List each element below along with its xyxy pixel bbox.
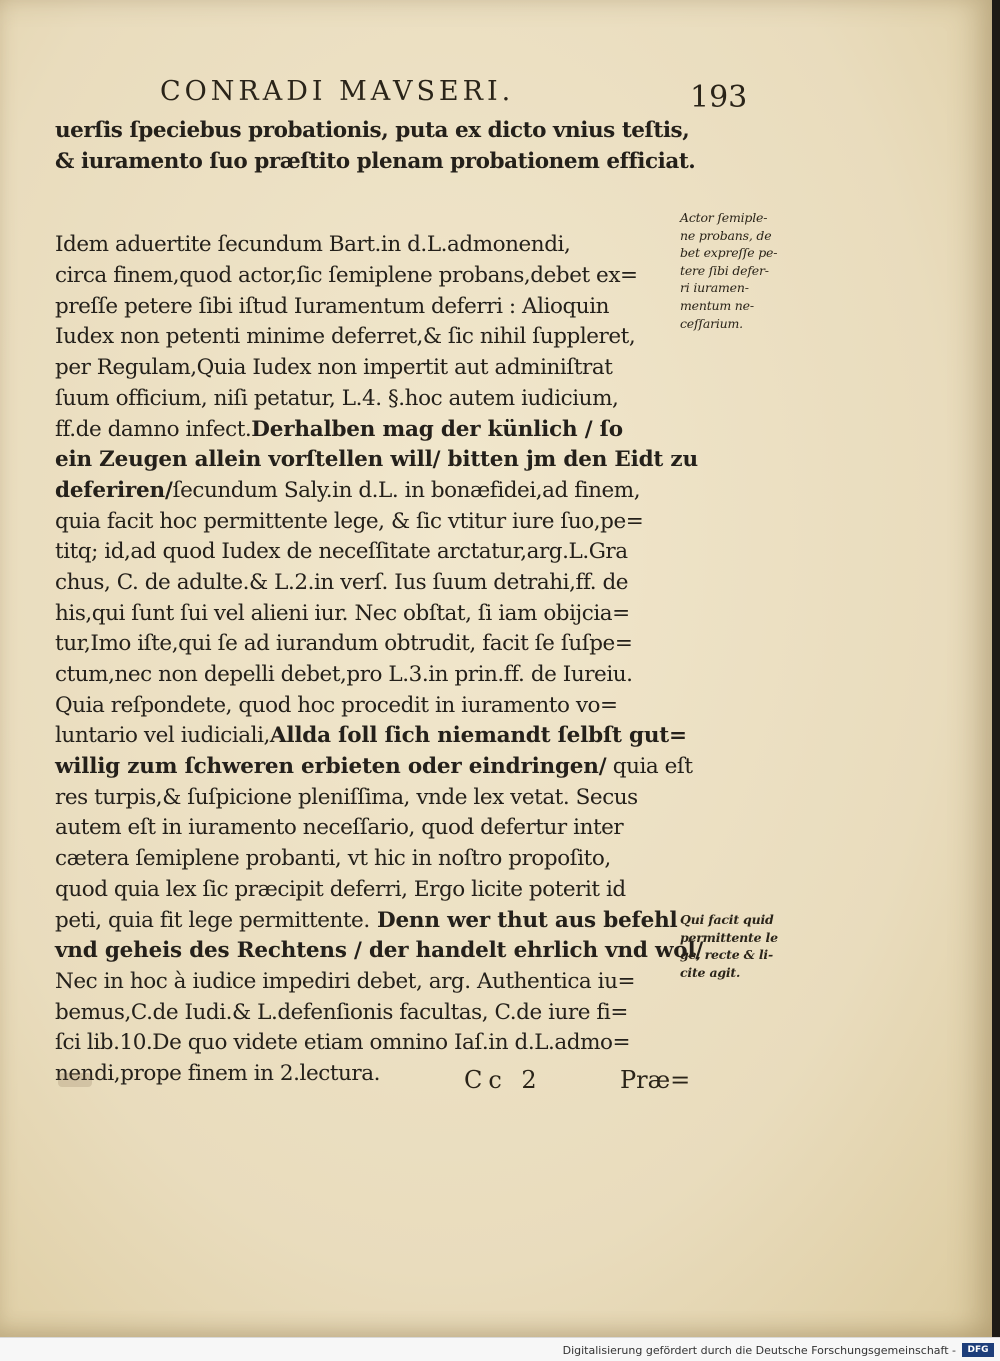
marginal-line: tere ſibi defer- — [680, 262, 769, 278]
latin-text: Nec in hoc à iudice impediri debet, arg. Authentica iu= — [55, 968, 636, 994]
text-line — [55, 537, 685, 568]
marginal-line: permittente le — [680, 929, 778, 945]
latin-text: quod quia lex ſic præcipit deferri, Ergo licite poterit id — [55, 876, 626, 902]
latin-text: quia eſt — [606, 754, 693, 780]
text-line — [55, 936, 704, 967]
text-line — [55, 353, 685, 384]
latin-text: peti, quia fit lege permittente. — [55, 907, 370, 933]
german-blackletter-text: Derhalben mag der künlich / ſo — [251, 416, 623, 442]
marginal-note-qui-facit — [680, 911, 830, 981]
latin-text: Quia reſpondete, quod hoc procedit in iuramento vo= — [55, 692, 618, 718]
latin-text: res turpis,& ſuſpicione pleniſſima, vnde lex vetat. Secus — [55, 784, 638, 810]
text-line — [55, 292, 685, 323]
main-text-block — [55, 116, 704, 1090]
latin-text: bemus,C.de Iudi.& L.defenſionis facultas, C.de iure fi= — [55, 999, 628, 1025]
latin-text: chus, C. de adulte.& L.2.in verſ. Ius ſuum detrahi,ff. de — [55, 569, 629, 595]
text-line — [55, 599, 685, 630]
german-blackletter-text: deferiren/ — [55, 477, 173, 503]
marginal-line: bet expreſſe pe- — [680, 245, 778, 261]
text-line — [55, 1028, 685, 1059]
text-line — [55, 230, 685, 261]
german-blackletter-text: vnd geheis des Rechtens / der handelt ehrlich vnd wol/ — [55, 938, 704, 964]
page-number: 193 — [690, 80, 748, 115]
text-line — [55, 721, 685, 752]
latin-text: his,qui ſunt ſui vel alieni iur. Nec obſtat, ſi iam obijcia= — [55, 600, 630, 626]
text-line — [55, 147, 696, 178]
text-line — [55, 752, 693, 783]
latin-text: nendi,prope finem in 2.lectura. — [55, 1060, 381, 1086]
text-line — [55, 967, 685, 998]
marginal-line: ceſſarium. — [680, 315, 743, 331]
latin-text: ſci lib.10.De quo videte etiam omnino Iaſ.in d.L.admo= — [55, 1030, 631, 1056]
german-blackletter-text: ein Zeugen allein vorſtellen will/ bitten jm den Eidt zu — [55, 447, 698, 473]
text-line — [55, 998, 685, 1029]
latin-text: ſuum officium, niſi petatur, L.4. §.hoc autem iudicium, — [55, 385, 619, 411]
marginal-line: ri iuramen- — [680, 280, 749, 296]
marginal-line: Actor ſemiple- — [680, 210, 768, 225]
marginal-line: ne probans, de — [680, 227, 772, 243]
dfg-logo: DFG — [962, 1343, 994, 1357]
latin-text: titq; id,ad quod Iudex de neceſſitate arctatur,arg.L.Gra — [55, 539, 628, 565]
latin-text: Iudex non petenti minime deferret,& ſic nihil ſuppleret, — [55, 324, 636, 350]
text-line — [55, 507, 685, 538]
text-line — [55, 844, 685, 875]
latin-text: ſecundum Saly.in d.L. in bonæfidei,ad finem, — [172, 477, 641, 503]
latin-text: tur,Imo iſte,qui ſe ad iurandum obtrudit, facit ſe ſuſpe= — [55, 631, 633, 657]
latin-text: per Regulam,Quia Iudex non impertit aut adminiſtrat — [55, 355, 613, 381]
funding-credit: Digitalisierung gefördert durch die Deutsche Forschungsgemeinschaft - — [562, 1344, 956, 1357]
marginal-line: mentum ne- — [680, 297, 754, 313]
ink-blot — [58, 1073, 92, 1087]
latin-text: & iuramento ſuo præſtito plenam probationem efficiat. — [55, 148, 696, 174]
latin-text: cætera ſemiplene probanti, vt hic in noſtro propoſito, — [55, 846, 611, 872]
latin-text: luntario vel iudiciali, — [55, 723, 270, 749]
text-line — [55, 476, 685, 507]
german-blackletter-text: willig zum ſchweren erbieten oder eindringen/ — [55, 754, 607, 780]
marginal-line: cite agit. — [680, 964, 741, 980]
text-line — [55, 660, 685, 691]
text-line — [55, 322, 685, 353]
german-blackletter-text: Allda ſoll ſich niemandt ſelbſt gut= — [269, 723, 687, 749]
latin-text: quia facit hoc permittente lege, & ſic vtitur iure ſuo,pe= — [55, 508, 644, 534]
text-line — [55, 813, 685, 844]
digitization-footer — [0, 1337, 1000, 1361]
latin-text: autem eſt in iuramento neceſſario, quod defertur inter — [55, 815, 624, 841]
latin-text: ff.de damno infect. — [55, 416, 252, 442]
text-line — [55, 261, 685, 292]
signature-mark: Cc 2 — [464, 1066, 543, 1094]
text-line — [55, 384, 685, 415]
text-line — [55, 691, 685, 722]
text-line — [55, 875, 685, 906]
latin-text: circa finem,quod actor,ſic ſemiplene probans,debet ex= — [55, 263, 638, 289]
text-line — [55, 629, 685, 660]
text-line — [55, 415, 685, 446]
running-title: CONRADI MAVSERI. — [160, 76, 515, 107]
german-blackletter-text: Denn wer thut aus befehl — [369, 907, 678, 933]
latin-text: Idem aduertite ſecundum Bart.in d.L.admonendi, — [55, 232, 571, 258]
text-line — [55, 783, 685, 814]
text-line — [55, 1059, 685, 1090]
latin-text: ctum,nec non depelli debet,pro L.3.in prin.ff. de Iureiu. — [55, 662, 633, 687]
paragraph-gap — [55, 177, 685, 230]
latin-text: uerſis ſpeciebus probationis, puta ex dicto vnius teſtis, — [55, 118, 690, 143]
text-line — [55, 116, 690, 147]
marginal-line: Qui facit quid — [680, 912, 774, 927]
text-line — [55, 906, 685, 937]
marginal-note-actor — [680, 209, 830, 332]
latin-text: preſſe petere ſibi iſtud Iuramentum deferri : Alioquin — [55, 293, 610, 319]
text-line — [55, 568, 685, 599]
text-line — [55, 445, 698, 476]
marginal-line: ge, recte & li- — [680, 947, 773, 963]
catchword: Præ= — [620, 1066, 691, 1094]
